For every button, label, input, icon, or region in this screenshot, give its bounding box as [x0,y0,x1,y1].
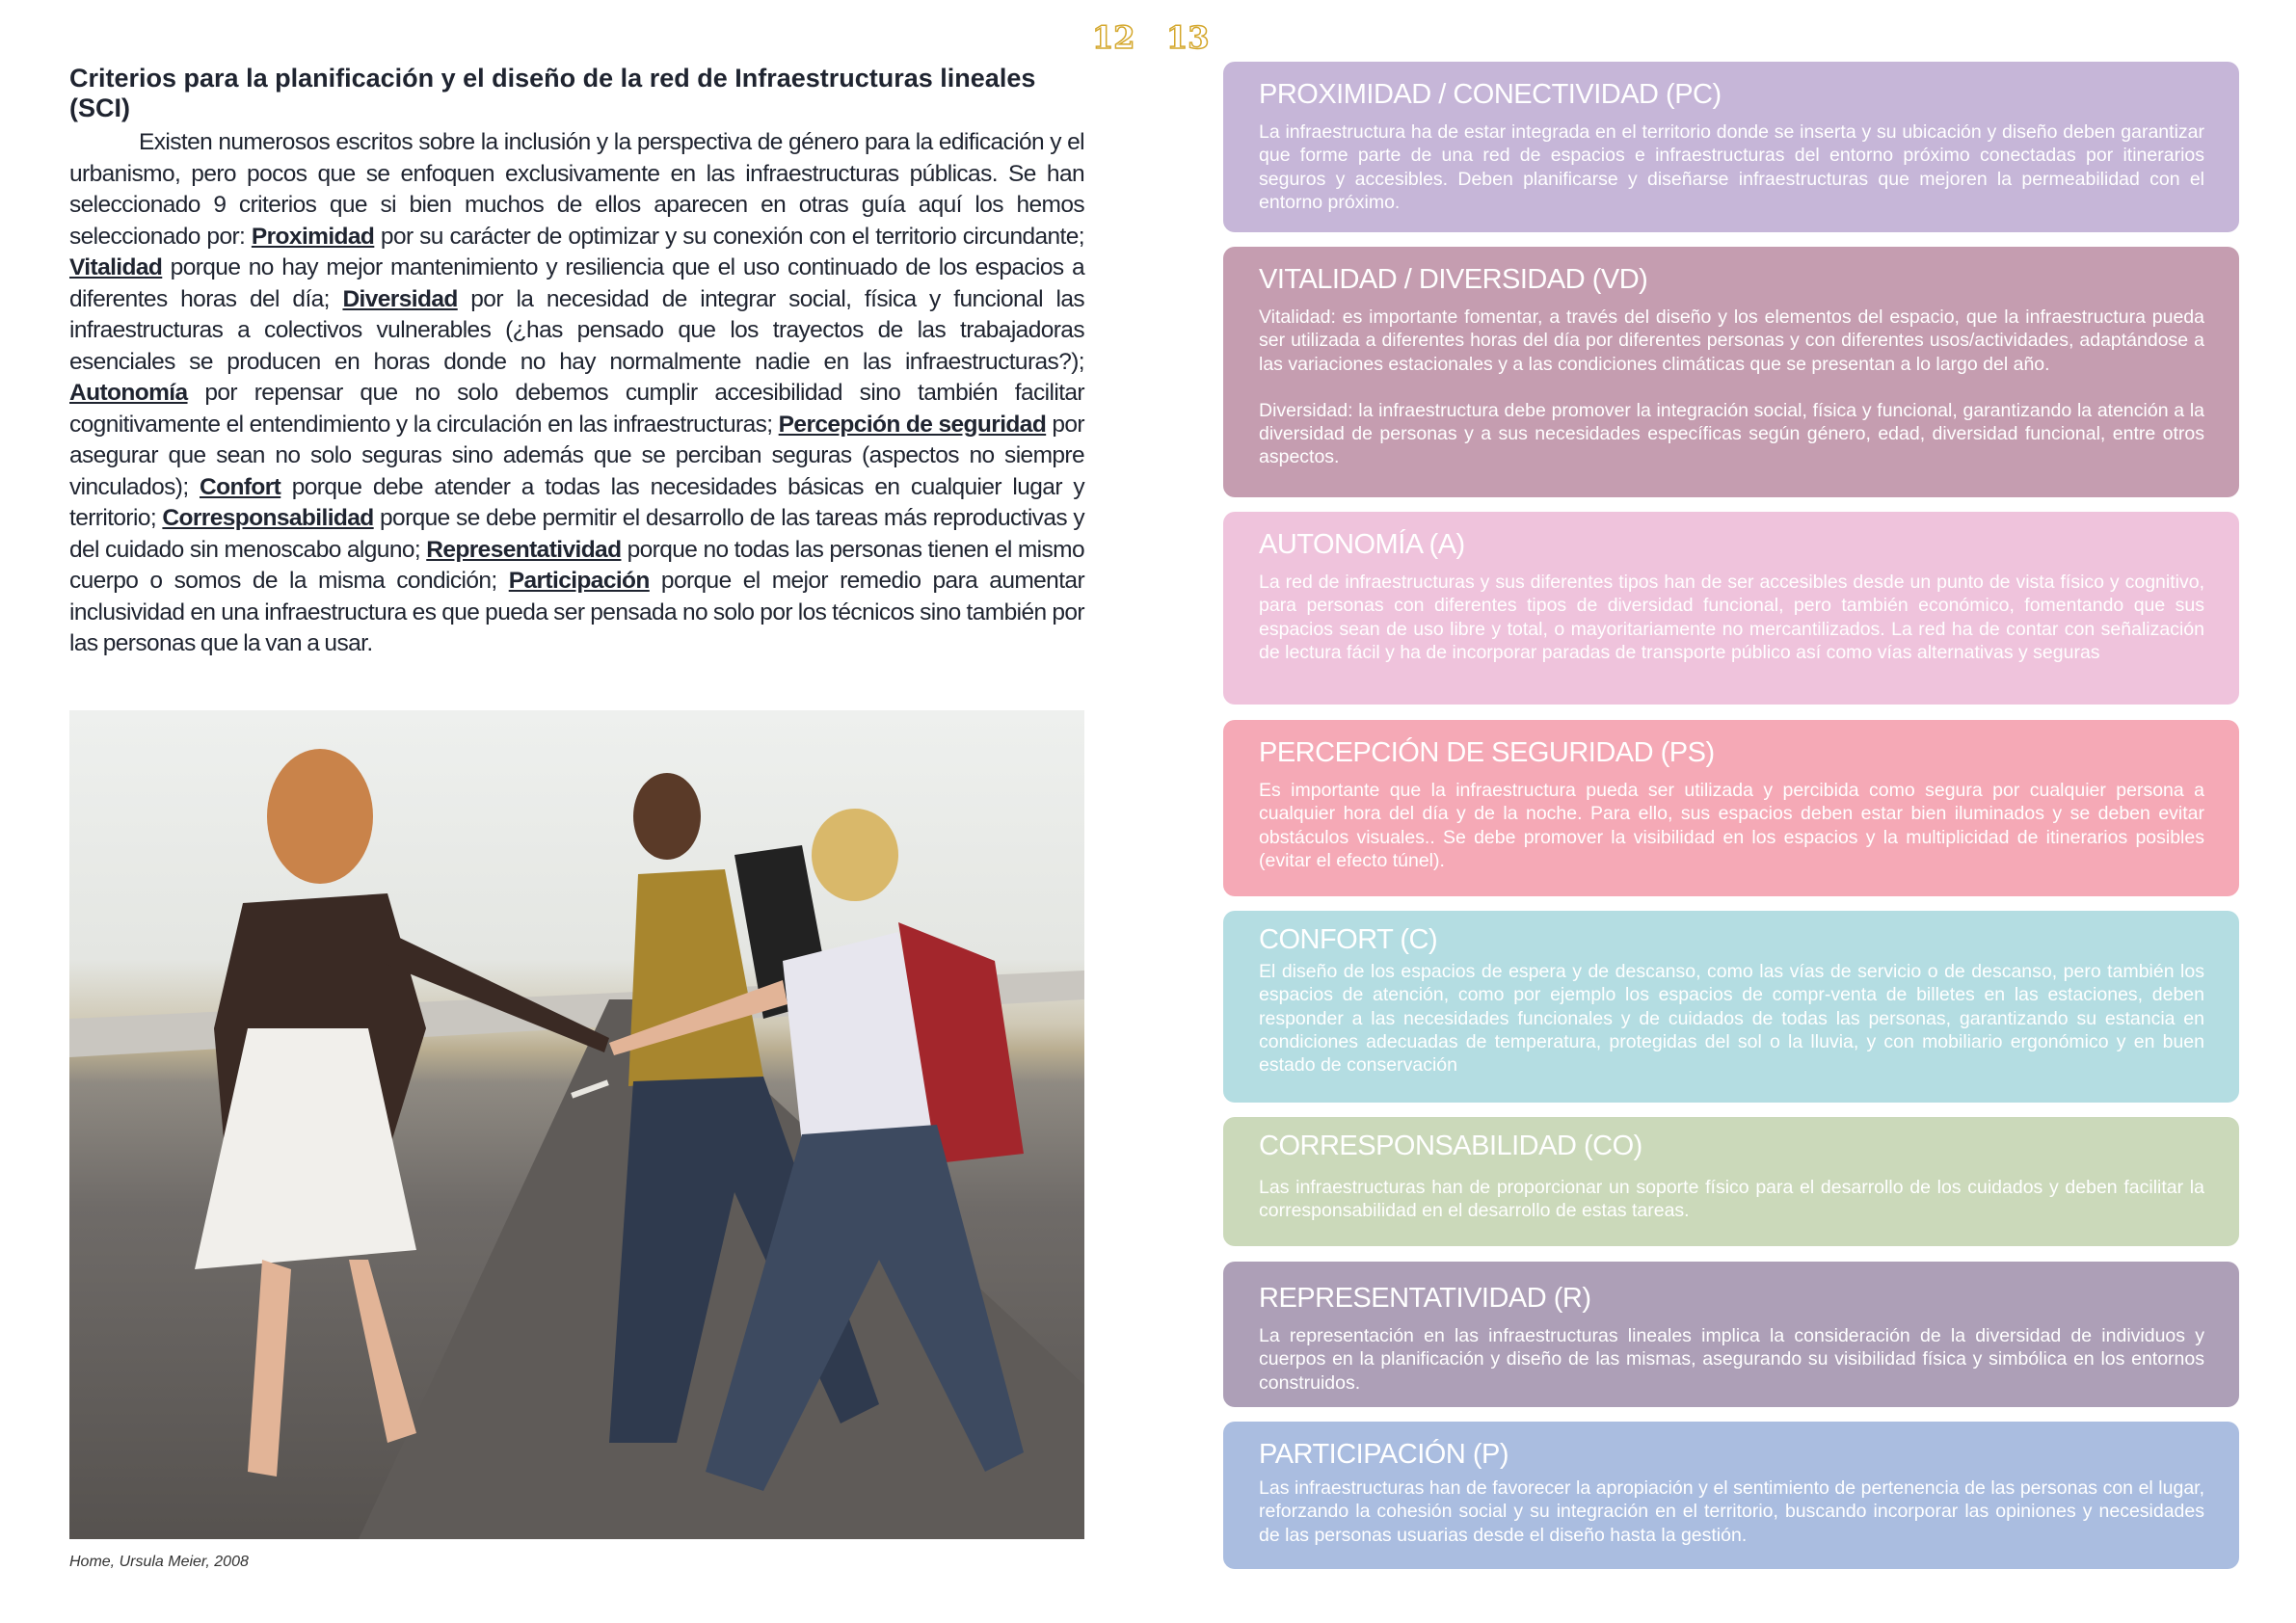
criterion-title: CONFORT (C) [1259,924,1438,955]
page-title: Criterios para la planificación y el diseño de la red de Infraestructuras lineales (SCI) [69,64,1036,122]
intro-text: porque el mejor remedio para aumentar inclusividad en una infraestructura es que pueda ser pensada no solo por los técnicos sino también por las personas que la van a usar. [69,568,1084,656]
criterion-card-confort [1223,911,2239,1103]
criterion-title: CORRESPONSABILIDAD (CO) [1259,1131,1642,1161]
intro-paragraph [69,127,1084,660]
criterion-body-2: Diversidad: la infraestructura debe promover la integración social, física y funcional, garantizando la atención a la diversidad de personas y a sus necesidades específicas según género, edad, diversidad funcional, entre otros aspectos. [1259,399,2204,468]
criterion-card-autonomia [1223,512,2239,705]
criterion-card-participacion [1223,1422,2239,1569]
criterion-body: Es importante que la infraestructura pueda ser utilizada y percibida como segura por cualquier persona a cualquier hora del día y de la noche. Para ello, sus espacios deben estar bien iluminados y se deben evitar obstáculos visuales.. Se debe promover la visibilidad en los espacios y la multiplicidad de itinerarios posibles (evitar el efecto túnel). [1259,780,2204,871]
keyword-percepcion-seguridad: Percepción de seguridad [778,411,1047,438]
keyword-autonomia: Autonomía [69,380,188,406]
keyword-confort: Confort [200,473,281,500]
criterion-card-vitalidad [1223,247,2239,497]
intro-text: porque no hay mejor mantenimiento y resiliencia que el uso continuado de los espacios a diferentes horas del día; [69,254,1084,312]
person-hair [267,749,373,884]
keyword-diversidad: Diversidad [342,285,458,312]
criterion-body: La red de infraestructuras y sus diferentes tipos han de ser accesibles desde un punto de vista físico y cognitivo, para personas con diferentes tipos de diversidad funcional, pero también económico, fomentando que sus espacios sean de uso libre y total, o mayoritariamente no mercantilizados. La red ha de contar con señalización de lectura fácil y ha de incorporar paradas de transporte público así como vías alternativas y seguras [1259,572,2204,663]
criterion-card-representatividad [1223,1262,2239,1407]
criterion-title: PARTICIPACIÓN (P) [1259,1439,1508,1470]
keyword-corresponsabilidad: Corresponsabilidad [162,505,374,531]
person-hair [812,809,898,901]
intro-text: Existen numerosos escritos sobre la inclusión y la perspectiva de género para la edificación y el urbanismo, pero pocos que se enfoquen exclusivamente en las infraestructuras públicas. Se han seleccionado 9 criterios que si bien muchos de ellos aparecen en otras guía aquí los hemos seleccionado por: [69,129,1084,250]
keyword-vitalidad: Vitalidad [69,254,163,280]
criterion-title: VITALIDAD / DIVERSIDAD (VD) [1259,264,1648,295]
intro-text: porque se debe permitir el desarrollo de las tareas más reproductivas y del cuidado sin menoscabo alguno; [69,505,1084,563]
criterion-body: Las infraestructuras han de proporcionar un soporte físico para el desarrollo de los cuidados y deben facilitar la corresponsabilidad en el desarrollo de estas tareas. [1259,1177,2204,1222]
intro-text: por la necesidad de integrar social, física y funcional las infraestructuras a colectivos vulnerables (¿has pensado que los trayectos de las trabajadoras esenciales se producen en horas donde no hay normalmente nadie en las infraestructuras?); [69,285,1084,375]
photo-illustration [69,710,1084,1539]
criterion-body: La infraestructura ha de estar integrada en el territorio donde se inserta y su ubicación y diseño deben garantizar que forme parte de una red de espacios e infraestructuras del entorno próximo conectadas por itinerarios seguros y accesibles. Deben planificarse y diseñarse infraestructuras que mejoren la permeabilidad con el entorno próximo. [1259,121,2204,213]
intro-text: por asegurar que sean no solo seguras sino además que se perciban seguras (aspectos no siempre vinculados); [69,411,1084,500]
criterion-title: PROXIMIDAD / CONECTIVIDAD (PC) [1259,79,1722,110]
criterion-title: AUTONOMÍA (A) [1259,529,1465,560]
photo-caption: Home, Ursula Meier, 2008 [69,1554,249,1570]
intro-text: por su carácter de optimizar y su conexión con el territorio circundante; [374,223,1084,250]
criterion-body: La representación en las infraestructuras lineales implica la consideración de la diversidad de individuos y cuerpos en la planificación y diseño de las mismas, asegurando su visibilidad física y simbólica en los entornos construidos. [1259,1325,2204,1394]
intro-text: por repensar que no solo debemos cumplir accesibilidad sino también facilitar cognitivamente el entendimiento y la circulación en las infraestructuras; [69,380,1084,438]
keyword-participacion: Participación [508,568,650,594]
intro-text: porque debe atender a todas las necesidades básicas en cualquier lugar y territorio; [69,473,1084,531]
criterion-title: PERCEPCIÓN DE SEGURIDAD (PS) [1259,737,1715,768]
intro-text: porque no todas las personas tienen el mismo cuerpo o somos de la misma condición; [69,536,1085,594]
criterion-card-proximidad [1223,62,2239,232]
page-number-right: 13 [1166,19,1210,56]
criterion-title: REPRESENTATIVIDAD (R) [1259,1283,1591,1314]
criterion-body: El diseño de los espacios de espera y de descanso, como las vías de servicio o de descanso, pero también los espacios de atención, como por ejemplo los espacios de compr-venta de billetes en las estaciones, deben responder a las necesidades funcionales y de cuidados de todas las personas, garantizando su estancia en condiciones adecuadas de temperatura, protegidas del sol o la lluvia, y con mobiliario ergonómico y en buen estado de conservación [1259,961,2204,1077]
keyword-proximidad: Proximidad [251,223,375,250]
criterion-body: Las infraestructuras han de favorecer la apropiación y el sentimiento de pertenencia de las personas con el lugar, reforzando la cohesión social y su integración en el territorio, buscando incorporar las opiniones y necesidades de las personas usuarias desde el diseño hasta la gestión. [1259,1477,2204,1546]
person-legs [248,1260,416,1477]
criterion-body: Vitalidad: es importante fomentar, a través del diseño y los elementos del espacio, que la infraestructura pueda ser utilizada a diferentes horas del día por diferentes personas y con diferentes usos/actividades, adaptándose a las variaciones estacionales y a las condiciones climáticas que se presentan a lo largo del año. [1259,306,2204,375]
criterion-card-corresponsabilidad [1223,1117,2239,1246]
film-still-photo [69,710,1084,1539]
page-number-left: 12 [1092,19,1135,56]
criterion-card-percepcion-seguridad [1223,720,2239,896]
person-hair [633,773,701,860]
keyword-representatividad: Representatividad [426,536,622,563]
